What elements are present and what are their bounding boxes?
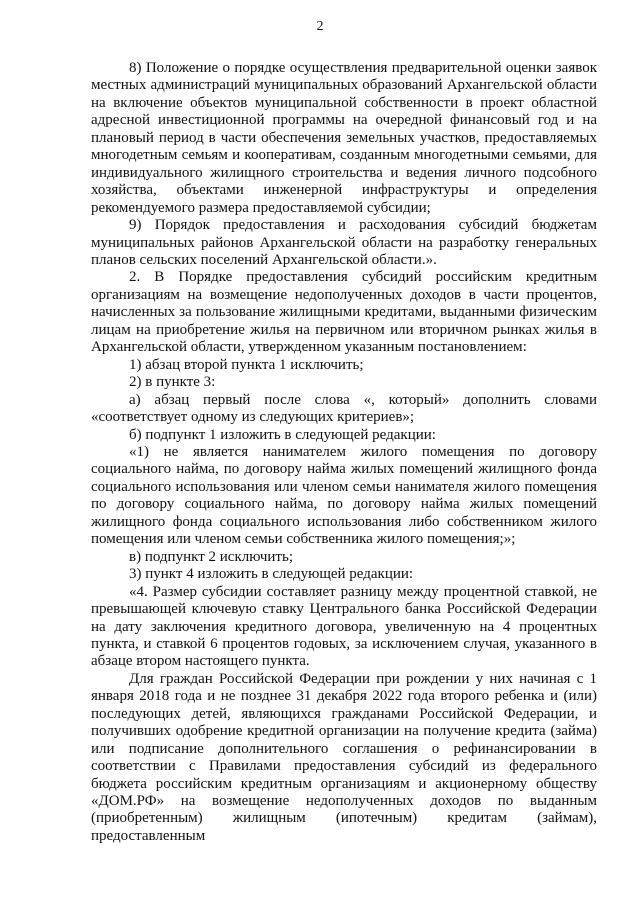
paragraph-subitem-2: 2) в пункте 3:	[129, 374, 216, 391]
paragraph-quote-1: «1) не является нанимателем жилого помещения по договору социального найма, по договору найма жилых помещений жилищного фонда социального использования или членом семьи нанимателя жилого помещения по договору социального найма, по договору найма жилых помещений жилищного фонда социального использования либо собственником жилого помещения или членом семьи собственника жилого помещения;»;	[91, 443, 597, 548]
paragraph-subitem-1: 1) абзац второй пункта 1 исключить;	[129, 356, 364, 373]
paragraph-subitem-a: а) абзац первый после слова «, который» дополнить словами «соответствует одному из следующих критериев»;	[91, 391, 597, 426]
paragraph-section-2: 2. В Порядке предоставления субсидий российским кредитным организациям на возмещение недополученных доходов в части процентов, начисленных за пользование жилищными кредитами, выданными физическим лицам на приобретение жилья на первичном или вторичном рынках жилья в Архангельской области, утвержденном указанным постановлением:	[91, 269, 597, 356]
paragraph-subitem-3: 3) пункт 4 изложить в следующей редакции:	[129, 566, 414, 583]
paragraph-item-9: 9) Порядок предоставления и расходования субсидий бюджетам муниципальных районов Архангельской области на разработку генеральных планов сельских поселений Архангельской области.».	[91, 217, 597, 268]
document-body	[91, 60, 597, 845]
paragraph-citizens: Для граждан Российской Федерации при рождении у них начиная с 1 января 2018 года и не позднее 31 декабря 2022 года второго ребенка и (или) последующих детей, являющихся гражданами Российской Федерации, и получивших одобрение кредитной организации на получение кредита (займа) или подписание дополнительного соглашения о рефинансировании в соответствии с Правилами предоставления субсидий из федерального бюджета российским кредитным организациям и акционерному обществу «ДОМ.РФ» на возмещение недополученных доходов по выданным (приобретенным) жилищным (ипотечным) кредитам (займам), предоставленным	[91, 670, 597, 844]
paragraph-item-8: 8) Положение о порядке осуществления предварительной оценки заявок местных администраций муниципальных образований Архангельской области на включение объектов муниципальной собственности в проект областной адресной инвестиционной программы на очередной финансовый год и на плановый период в части обеспечения земельных участков, предоставляемых многодетным семьям и кооперативам, созданным многодетными семьями, для индивидуального жилищного строительства и ведения личного подсобного хозяйства, объектами инженерной инфраструктуры и определения рекомендуемого размера предоставляемой субсидии;	[91, 60, 597, 216]
paragraph-quote-4: «4. Размер субсидии составляет разницу между процентной ставкой, не превышающей ключевую ставку Центрального банка Российской Федерации на дату заключения кредитного договора, увеличенную на 4 процентных пункта, и ставкой 6 процентов годовых, за исключением случая, указанного в абзаце втором настоящего пункта.	[91, 583, 597, 670]
paragraph-subitem-v: в) подпункт 2 исключить;	[129, 548, 293, 565]
page-number: 2	[316, 19, 324, 34]
paragraph-subitem-b: б) подпункт 1 изложить в следующей редакции:	[129, 426, 436, 443]
